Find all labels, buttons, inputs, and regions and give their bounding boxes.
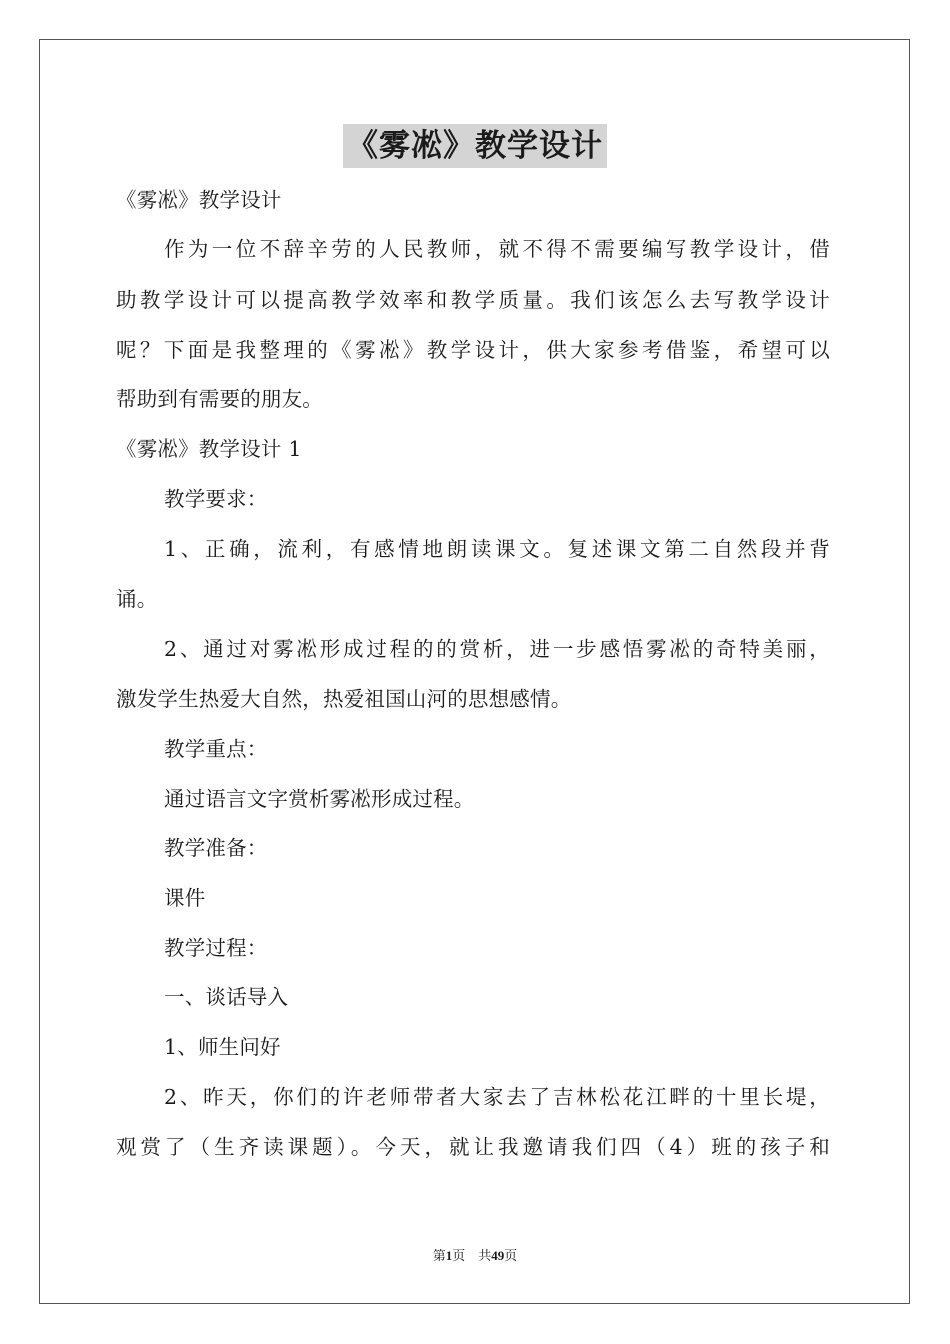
paragraph-line: 一、谈话导入 <box>164 985 289 1009</box>
paragraph-line: 观赏了（生齐读课题）。今天，就让我邀请我们四（4）班的孩子和 <box>116 1135 830 1159</box>
paragraph-line: 1、师生问好 <box>164 1035 281 1059</box>
paragraph-line: 通过语言文字赏析雾凇形成过程。 <box>164 787 475 811</box>
paragraph-line: 教学要求： <box>164 487 268 511</box>
paragraph-line: 作为一位不辞辛劳的人民教师，就不得不需要编写教学设计，借 <box>164 237 830 261</box>
page-border <box>39 39 910 1304</box>
paragraph-line: 1、正确，流利，有感情地朗读课文。复述课文第二自然段并背 <box>164 537 830 561</box>
section-heading: 《雾凇》教学设计 1 <box>116 437 302 461</box>
paragraph-line: 帮助到有需要的朋友。 <box>116 387 323 411</box>
paragraph-line: 教学准备： <box>164 836 268 860</box>
page-footer <box>0 1247 950 1265</box>
footer-prefix: 第 <box>432 1248 446 1263</box>
paragraph-line: 诵。 <box>116 587 158 611</box>
subtitle-line: 《雾凇》教学设计 <box>116 188 282 212</box>
paragraph-line: 课件 <box>164 886 206 910</box>
footer-page-total: 49 <box>491 1248 505 1263</box>
footer-page-current: 1 <box>445 1248 453 1263</box>
footer-suffix: 页 <box>504 1248 518 1263</box>
paragraph-line: 2、通过对雾凇形成过程的的赏析，进一步感悟雾凇的奇特美丽， <box>164 637 830 661</box>
footer-mid: 页 共 <box>452 1248 492 1263</box>
document-title: 《雾凇》教学设计 <box>343 124 607 168</box>
paragraph-line: 激发学生热爱大自然，热爱祖国山河的思想感情。 <box>116 687 572 711</box>
paragraph-line: 教学过程： <box>164 936 268 960</box>
paragraph-line: 助教学设计可以提高教学效率和教学质量。我们该怎么去写教学设计 <box>116 288 830 312</box>
paragraph-line: 教学重点： <box>164 737 268 761</box>
paragraph-line: 呢？下面是我整理的《雾凇》教学设计，供大家参考借鉴，希望可以 <box>116 338 830 362</box>
paragraph-line: 2、昨天，你们的许老师带者大家去了吉林松花江畔的十里长堤， <box>164 1085 830 1109</box>
document-title-wrap <box>0 124 950 168</box>
